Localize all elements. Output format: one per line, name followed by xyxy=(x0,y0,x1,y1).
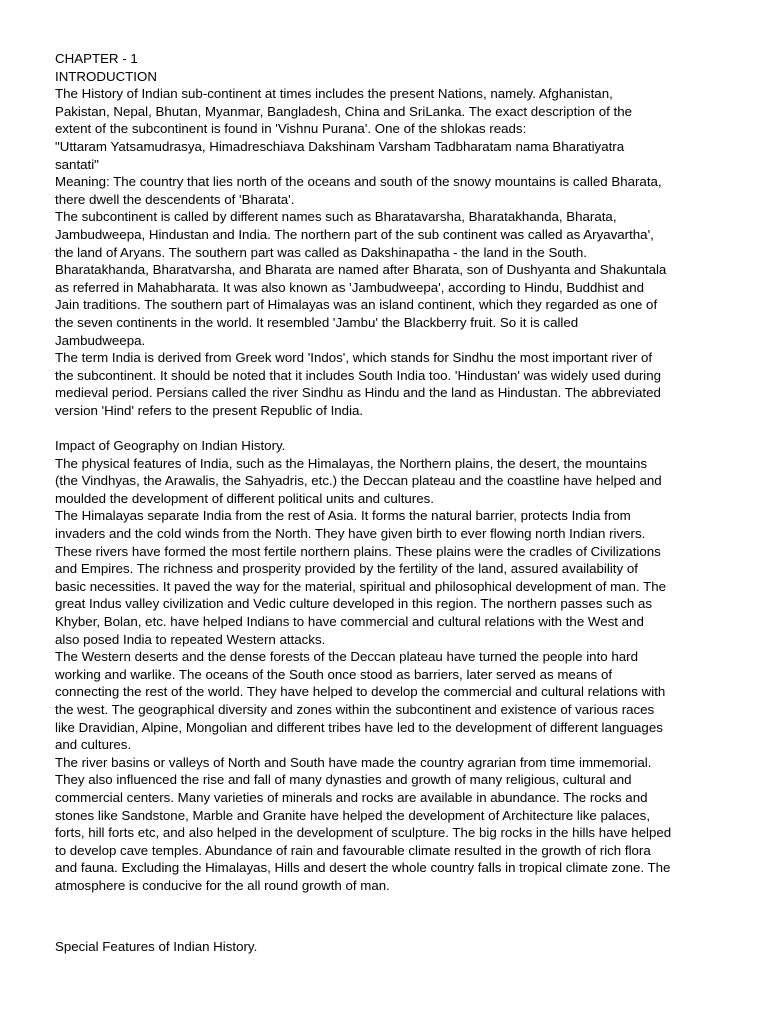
text-line: commercial centers. Many varieties of minerals and rocks are available in abundance. The rocks and xyxy=(55,789,648,805)
text-line: to develop cave temples. Abundance of rain and favourable climate resulted in the growth of rich flora xyxy=(55,842,651,858)
text-line: there dwell the descendents of 'Bharata'. xyxy=(55,191,295,207)
text-line: "Uttaram Yatsamudrasya, Himadreschiava Dakshinam Varsham Tadbharatam nama Bharatiyatra xyxy=(55,138,625,154)
text-line: great Indus valley civilization and Vedic culture developed in this region. The northern passes such as xyxy=(55,596,652,612)
text-line: Bharatakhanda, Bharatvarsha, and Bharata are named after Bharata, son of Dushyanta and Shakuntala xyxy=(55,262,667,278)
text-line: moulded the development of different political units and cultures. xyxy=(55,490,434,506)
intro-text xyxy=(55,85,735,419)
text-line: and cultures. xyxy=(55,737,132,753)
text-line: santati" xyxy=(55,156,99,172)
text-line: These rivers have formed the most fertile northern plains. These plains were the cradles of Civilizations xyxy=(55,543,661,559)
text-line: basic necessities. It paved the way for the material, spiritual and philosophical development of man. The xyxy=(55,578,667,594)
special-features-heading: Special Features of Indian History. xyxy=(55,939,258,955)
text-line: extent of the subcontinent is found in 'Vishnu Purana'. One of the shlokas reads: xyxy=(55,121,527,137)
text-line: The Himalayas separate India from the rest of Asia. It forms the natural barrier, protects India from xyxy=(55,508,631,524)
text-line: The subcontinent is called by different names such as Bharatavarsha, Bharatakhanda, Bharata, xyxy=(55,209,617,225)
text-line: They also influenced the rise and fall of many dynasties and growth of many religious, cultural and xyxy=(55,772,632,788)
text-line: the subcontinent. It should be noted that it includes South India too. 'Hindustan' was widely used during xyxy=(55,367,662,383)
text-line: forts, hill forts etc, and also helped in the development of sculpture. The big rocks in the hills have helped xyxy=(55,825,672,841)
text-line: Jambudweepa. xyxy=(55,332,146,348)
text-line: The History of Indian sub-continent at times includes the present Nations, namely. Afghanistan, xyxy=(55,86,613,102)
text-line: Khyber, Bolan, etc. have helped Indians to have commercial and cultural relations with the West and xyxy=(55,614,644,629)
paragraph-spacer xyxy=(55,419,735,437)
text-line: the west. The geographical diversity and zones within the subcontinent and existence of various races xyxy=(55,701,655,717)
text-line: (the Vindhyas, the Arawalis, the Sahyadris, etc.) the Deccan plateau and the coastline have helped and xyxy=(55,473,662,489)
paragraph-spacer xyxy=(55,912,735,938)
geography-heading: Impact of Geography on Indian History. xyxy=(55,438,286,454)
text-line: as referred in Mahabharata. It was also known as 'Jambudweepa', according to Hindu, Buddhist and xyxy=(55,279,645,295)
text-line: invaders and the cold winds from the North. They have given birth to ever flowing north Indian rivers. xyxy=(55,526,646,542)
document-page xyxy=(55,50,735,956)
text-line: Jain traditions. The southern part of Himalayas was an island continent, which they regarded as one of xyxy=(55,297,658,313)
text-line: Meaning: The country that lies north of the oceans and south of the snowy mountains is called Bharata, xyxy=(55,174,662,190)
text-line: atmosphere is conducive for the all round growth of man. xyxy=(55,877,390,893)
text-line: Pakistan, Nepal, Bhutan, Myanmar, Bangladesh, China and SriLanka. The exact description of the xyxy=(55,103,633,119)
paragraph-spacer xyxy=(55,895,735,913)
text-line: The physical features of India, such as the Himalayas, the Northern plains, the desert, the mountains xyxy=(55,455,648,471)
geography-text xyxy=(55,455,735,895)
chapter-label: CHAPTER - 1 xyxy=(55,51,138,66)
text-line: medieval period. Persians called the river Sindhu as Hindu and the land as Hindustan. The abbreviated xyxy=(55,385,661,401)
text-line: the land of Aryans. The southern part was called as Dakshinapatha - the land in the South. xyxy=(55,244,587,260)
text-line: The river basins or valleys of North and South have made the country agrarian from time immemorial. xyxy=(55,754,652,770)
section-title: INTRODUCTION xyxy=(55,68,157,84)
text-line: and Empires. The richness and prosperity provided by the fertility of the land, assured availability of xyxy=(55,561,638,577)
text-line: working and warlike. The oceans of the South once stood as barriers, later served as means of xyxy=(55,666,613,682)
text-line: the seven continents in the world. It resembled 'Jambu' the Blackberry fruit. So it is called xyxy=(55,314,579,330)
text-line: stones like Sandstone, Marble and Granite have helped the development of Architecture like palaces, xyxy=(55,807,651,823)
text-line: connecting the rest of the world. They have helped to develop the commercial and cultural relations with xyxy=(55,684,666,700)
text-line: The Western deserts and the dense forests of the Deccan plateau have turned the people into hard xyxy=(55,649,638,665)
text-line: version 'Hind' refers to the present Republic of India. xyxy=(55,402,364,418)
text-line: Jambudweepa, Hindustan and India. The northern part of the sub continent was called as Aryavartha', xyxy=(55,226,654,242)
text-line: and fauna. Excluding the Himalayas, Hills and desert the whole country falls in tropical climate zone. The xyxy=(55,860,671,876)
text-line: like Dravidian, Alpine, Mongolian and different tribes have led to the development of different languages xyxy=(55,719,663,735)
text-line: The term India is derived from Greek word 'Indos', which stands for Sindhu the most important river of xyxy=(55,350,653,366)
text-line: also posed India to repeated Western attacks. xyxy=(55,631,326,647)
